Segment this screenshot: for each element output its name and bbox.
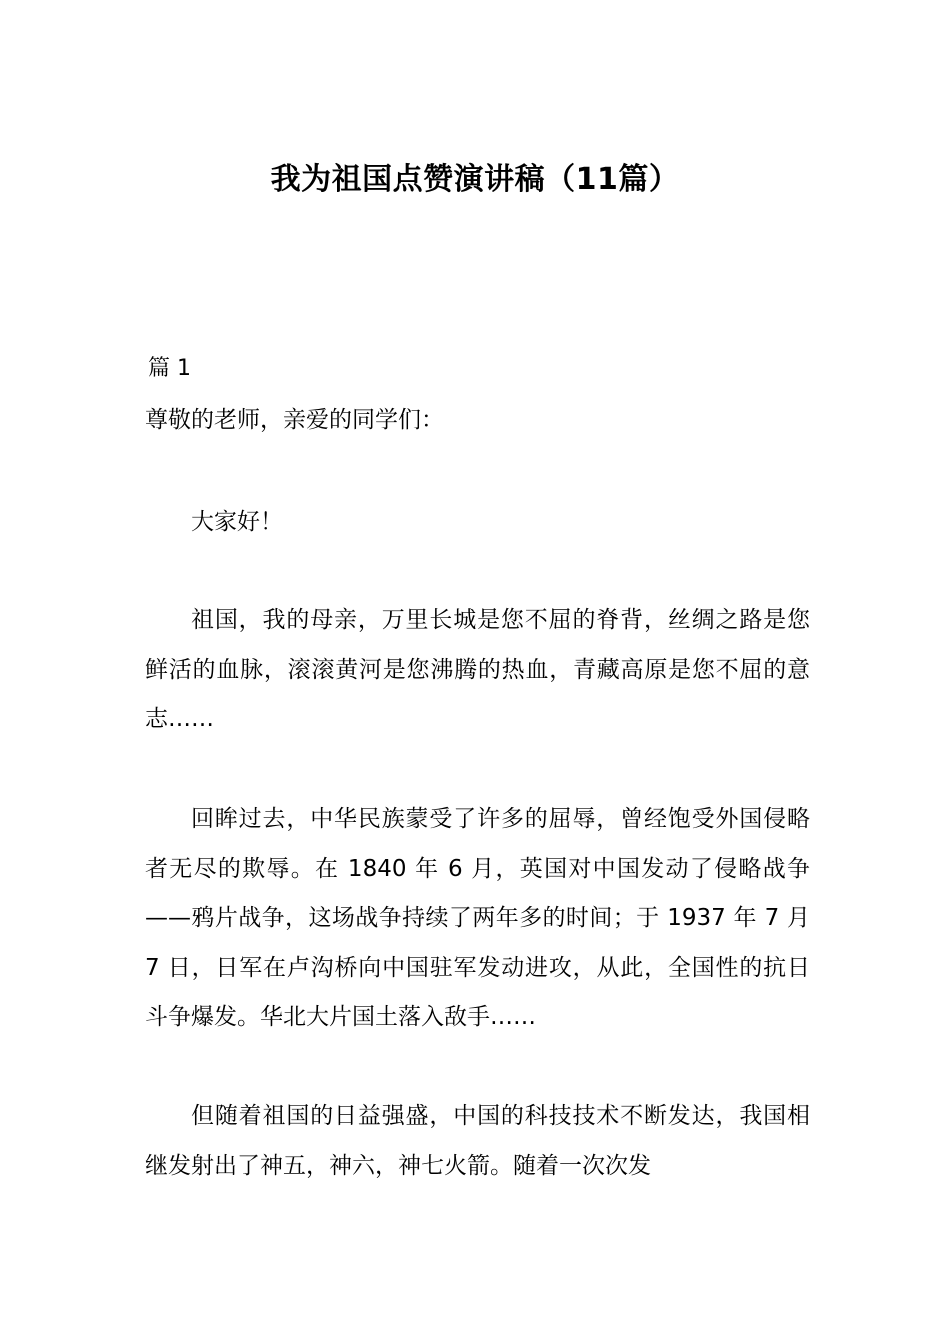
section-label: 篇 1 [148, 356, 191, 381]
document-title: 我为祖国点赞演讲稿（11篇） [270, 162, 680, 197]
paragraph: 回眸过去，中华民族蒙受了许多的屈辱，曾经饱受外国侵略者无尽的欺辱。在 1840 年 6 月，英国对中国发动了侵略战争——鸦片战争，这场战争持续了两年多的时间；于 1937 年 7 月 7 日，日军在卢沟桥向中国驻军发动进攻，从此，全国性的抗日斗争爆发。华北大片国土落入敌手…… [145, 806, 810, 1030]
salutation: 尊敬的老师，亲爱的同学们： [145, 407, 444, 433]
paragraph: 但随着祖国的日益强盛，中国的科技技术不断发达，我国相继发射出了神五，神六，神七火箭。随着一次次发 [145, 1103, 810, 1179]
paragraph: 祖国，我的母亲，万里长城是您不屈的脊背，丝绸之路是您鲜活的血脉，滚滚黄河是您沸腾的热血，青藏高原是您不屈的意志…… [145, 607, 810, 732]
greeting: 大家好！ [191, 509, 283, 535]
